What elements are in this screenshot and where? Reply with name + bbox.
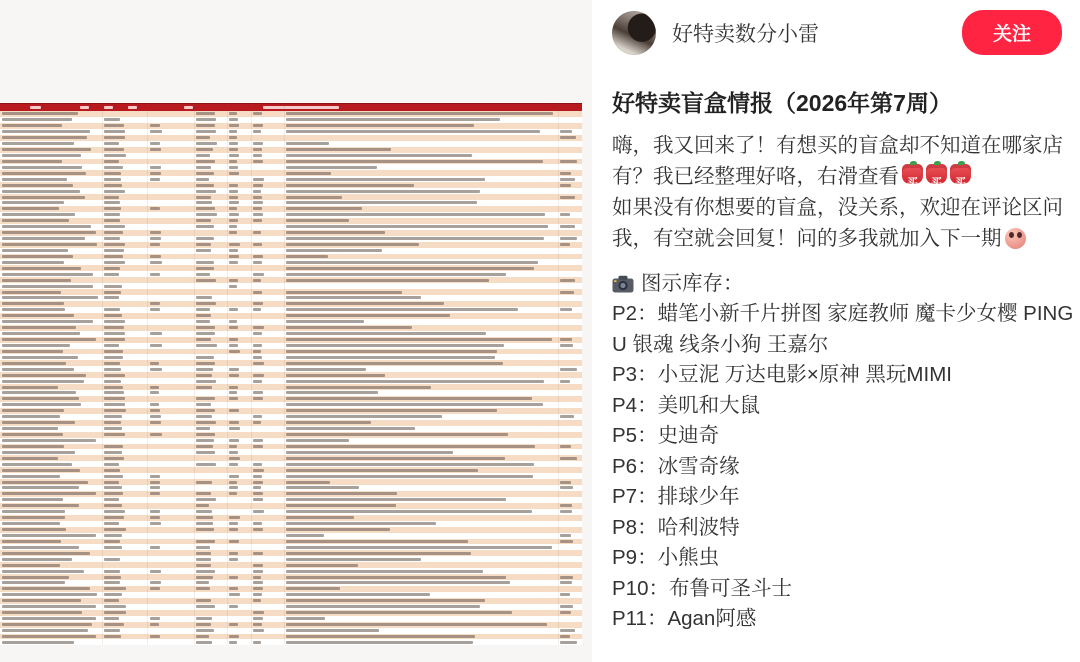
- paragraph-1-text: 嗨，我又回来了！有想买的盲盒却不知道在哪家店有？我已经整理好咯，右滑查看: [612, 134, 1063, 188]
- post-title: 好特卖盲盒情报（2026年第7周）: [612, 90, 952, 116]
- follow-button[interactable]: 关注: [962, 10, 1062, 55]
- post-paragraph-1: [612, 130, 1074, 192]
- inventory-heading: [612, 268, 1074, 299]
- inventory-item: P2：蜡笔小新千片拼图 家庭教师 魔卡少女樱 PINGU 银魂 线条小狗 王嘉尔: [612, 302, 1074, 356]
- avatar[interactable]: [612, 11, 656, 55]
- inventory-item: P3：小豆泥 万达电影×原神 黑玩MIMI: [612, 363, 952, 386]
- shopping-bag-emoji: 买: [926, 164, 947, 184]
- inventory-item: P7：排球少年: [612, 485, 740, 508]
- username[interactable]: 好特卖数分小雷: [672, 22, 819, 46]
- shopping-bag-emoji-group: [899, 165, 971, 188]
- embarrassed-face-emoji: [1005, 228, 1026, 249]
- inventory-item: P9：小熊虫: [612, 546, 720, 569]
- spreadsheet-image: [0, 103, 582, 645]
- post-header: [612, 9, 1074, 56]
- shopping-bag-emoji: 买: [902, 164, 923, 184]
- inventory-item: P8：哈利波特: [612, 515, 740, 539]
- paragraph-2-text: 如果没有你想要的盲盒，没关系，欢迎在评论区问我，有空就会回复！问的多我就加入下一期: [612, 196, 1063, 250]
- shopping-bag-emoji: 买: [950, 164, 971, 184]
- inventory-item: P4：美叽和大鼠: [612, 393, 761, 417]
- camera-icon: [612, 275, 634, 293]
- inventory-item: P5：史迪奇: [612, 424, 720, 447]
- inventory-item: P6：冰雪奇缘: [612, 454, 740, 478]
- post-panel: [600, 0, 1080, 662]
- inventory-label: 图示库存：: [641, 272, 744, 295]
- inventory-item: P10：布鲁可圣斗士: [612, 576, 792, 600]
- inventory-item: P11：Agan阿感: [612, 607, 757, 630]
- inventory-list: [612, 299, 1074, 635]
- post-paragraph-2: [612, 192, 1074, 254]
- sheet-header-row: [0, 103, 582, 111]
- sheet-row: [0, 639, 582, 645]
